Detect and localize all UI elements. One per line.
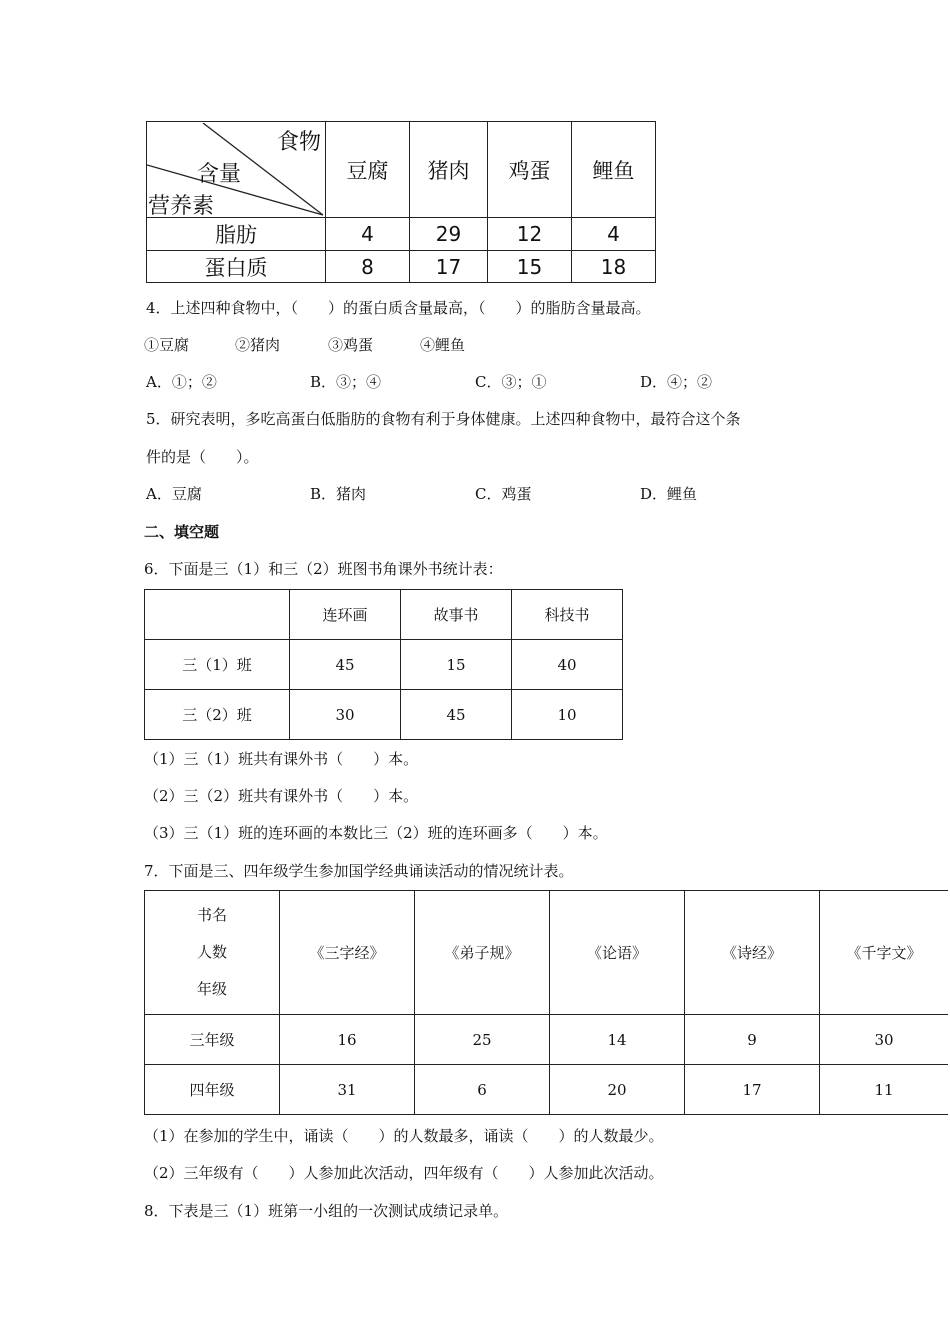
question-4-stem: 4．上述四种食物中，（ ）的蛋白质含量最高，（ ）的脂肪含量最高。 <box>146 299 651 317</box>
header-corner-cell <box>145 891 280 1015</box>
cell-value: 16 <box>280 1015 415 1065</box>
cell-value: 15 <box>488 251 572 283</box>
corner-grade-label: 年级 <box>196 980 227 998</box>
table-header-row <box>145 891 949 1015</box>
table-row <box>145 640 623 690</box>
row-label: 四年级 <box>145 1065 280 1115</box>
cell-value: 14 <box>550 1015 685 1065</box>
food-header: 豆腐 <box>326 122 410 218</box>
question-8-stem: 8．下表是三（1）班第一小组的一次测试成绩记录单。 <box>144 1202 509 1220</box>
column-header: 《弟子规》 <box>415 891 550 1015</box>
table-row <box>147 218 656 251</box>
question-4-item: ②猪肉 <box>235 336 281 354</box>
question-7-stem: 7．下面是三、四年级学生参加国学经典诵读活动的情况统计表。 <box>144 862 574 880</box>
table-row <box>145 1065 949 1115</box>
row-label: 脂肪 <box>147 218 326 251</box>
section-title: 二、填空题 <box>144 523 220 541</box>
cell-value: 8 <box>326 251 410 283</box>
cell-value: 17 <box>410 251 488 283</box>
food-header: 猪肉 <box>410 122 488 218</box>
column-header: 《三字经》 <box>280 891 415 1015</box>
corner-food-label: 食物 <box>277 129 322 155</box>
question-5-option-b[interactable]: B．猪肉 <box>310 485 367 503</box>
question-4-option-c[interactable]: C．③；① <box>475 373 547 391</box>
question-5-option-d[interactable]: D．鲤鱼 <box>640 485 698 503</box>
question-6-sub2: （2）三（2）班共有课外书（ ）本。 <box>144 787 419 805</box>
cell-value: 10 <box>512 690 623 740</box>
cell-value: 25 <box>415 1015 550 1065</box>
cell-value: 29 <box>410 218 488 251</box>
header-empty-cell <box>145 590 290 640</box>
row-label: 三（1）班 <box>145 640 290 690</box>
cell-value: 4 <box>572 218 656 251</box>
cell-value: 18 <box>572 251 656 283</box>
row-label: 蛋白质 <box>147 251 326 283</box>
column-header: 故事书 <box>401 590 512 640</box>
cell-value: 40 <box>512 640 623 690</box>
row-label: 三年级 <box>145 1015 280 1065</box>
cell-value: 30 <box>820 1015 949 1065</box>
food-header: 鸡蛋 <box>488 122 572 218</box>
cell-value: 45 <box>290 640 401 690</box>
cell-value: 4 <box>326 218 410 251</box>
corner-amount-label: 含量 <box>197 161 242 187</box>
cell-value: 31 <box>280 1065 415 1115</box>
corner-nutrient-label: 营养素 <box>148 193 215 219</box>
cell-value: 17 <box>685 1065 820 1115</box>
question-6-stem: 6．下面是三（1）和三（2）班图书角课外书统计表： <box>144 560 503 578</box>
column-header: 《诗经》 <box>685 891 820 1015</box>
column-header: 《千字文》 <box>820 891 949 1015</box>
classics-reading-table <box>144 890 948 1115</box>
column-header: 《论语》 <box>550 891 685 1015</box>
cell-value: 12 <box>488 218 572 251</box>
question-4-item: ④鲤鱼 <box>420 336 466 354</box>
question-5-stem-line1: 5．研究表明，多吃高蛋白低脂肪的食物有利于身体健康。上述四种食物中，最符合这个条 <box>146 410 741 428</box>
cell-value: 15 <box>401 640 512 690</box>
question-4-option-a[interactable]: A．①；② <box>146 373 217 391</box>
table-row <box>147 251 656 283</box>
corner-book-label: 书名 <box>196 906 227 924</box>
cell-value: 30 <box>290 690 401 740</box>
nutrition-table <box>146 121 656 283</box>
food-header: 鲤鱼 <box>572 122 656 218</box>
question-6-sub1: （1）三（1）班共有课外书（ ）本。 <box>144 750 419 768</box>
table-row <box>145 690 623 740</box>
book-count-table <box>144 589 623 740</box>
question-4-item: ③鸡蛋 <box>328 336 374 354</box>
row-label: 三（2）班 <box>145 690 290 740</box>
table-header-row <box>145 590 623 640</box>
cell-value: 45 <box>401 690 512 740</box>
question-4-option-b[interactable]: B．③；④ <box>310 373 382 391</box>
cell-value: 6 <box>415 1065 550 1115</box>
cell-value: 20 <box>550 1065 685 1115</box>
corner-count-label: 人数 <box>196 943 227 961</box>
question-7-sub1: （1）在参加的学生中，诵读（ ）的人数最多，诵读（ ）的人数最少。 <box>144 1127 664 1145</box>
question-5-stem-line2: 件的是（ ）。 <box>146 448 259 466</box>
column-header: 连环画 <box>290 590 401 640</box>
cell-value: 11 <box>820 1065 949 1115</box>
question-4-option-d[interactable]: D．④；② <box>640 373 713 391</box>
question-5-option-a[interactable]: A．豆腐 <box>146 485 202 503</box>
column-header: 科技书 <box>512 590 623 640</box>
cell-value: 9 <box>685 1015 820 1065</box>
table-row <box>145 1015 949 1065</box>
question-5-option-c[interactable]: C．鸡蛋 <box>475 485 532 503</box>
diagonal-header-cell <box>147 122 326 218</box>
question-6-sub3: （3）三（1）班的连环画的本数比三（2）班的连环画多（ ）本。 <box>144 824 608 842</box>
question-7-sub2: （2）三年级有（ ）人参加此次活动，四年级有（ ）人参加此次活动。 <box>144 1164 664 1182</box>
question-4-item: ①豆腐 <box>144 336 190 354</box>
